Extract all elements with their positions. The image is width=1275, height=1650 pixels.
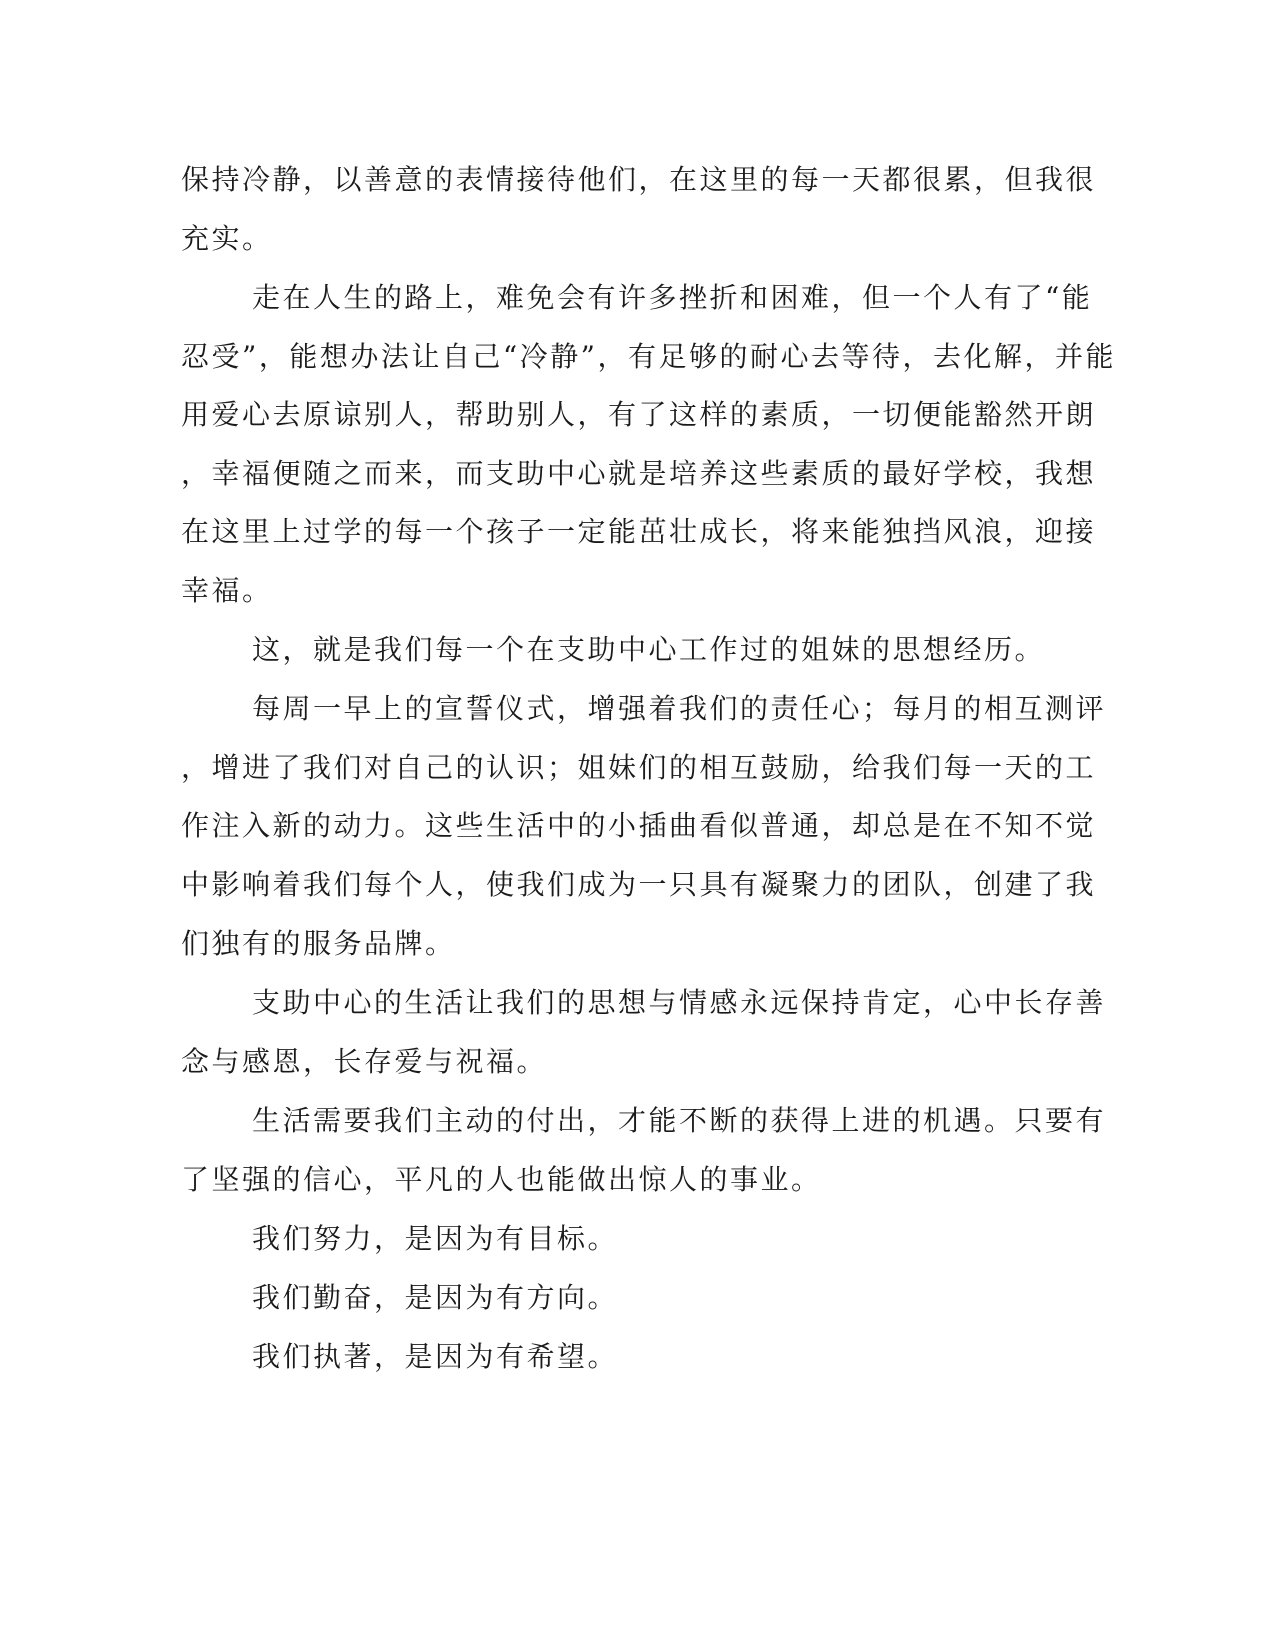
text-line: 这，就是我们每一个在支助中心工作过的姐妹的思想经历。 xyxy=(252,633,1046,666)
text-line: 每周一早上的宣誓仪式，增强着我们的责任心；每月的相互测评 xyxy=(252,692,1107,725)
text-line: ，增进了我们对自己的认识；姐妹们的相互鼓励，给我们每一天的工 xyxy=(181,751,1097,784)
text-line: 了坚强的信心，平凡的人也能做出惊人的事业。 xyxy=(181,1163,822,1196)
text-line: 我们努力，是因为有目标。 xyxy=(252,1222,619,1255)
text-line: 走在人生的路上，难免会有许多挫折和困难，但一个人有了“能 xyxy=(252,281,1093,314)
text-line: 支助中心的生活让我们的思想与情感永远保持肯定，心中长存善 xyxy=(252,986,1107,1019)
text-line: 念与感恩，长存爱与祝福。 xyxy=(181,1045,548,1078)
text-line: 用爱心去原谅别人，帮助别人，有了这样的素质，一切便能豁然开朗 xyxy=(181,398,1097,431)
text-line: 忍受”，能想办法让自己“冷静”，有足够的耐心去等待，去化解，并能 xyxy=(181,340,1116,373)
text-line: 保持冷静，以善意的表情接待他们，在这里的每一天都很累，但我很 xyxy=(181,163,1097,196)
text-line: ，幸福便随之而来，而支助中心就是培养这些素质的最好学校，我想 xyxy=(181,457,1097,490)
text-line: 中影响着我们每个人，使我们成为一只具有凝聚力的团队，创建了我 xyxy=(181,868,1097,901)
text-line: 们独有的服务品牌。 xyxy=(181,927,456,960)
text-line: 幸福。 xyxy=(181,574,273,607)
text-line: 我们执著，是因为有希望。 xyxy=(252,1340,619,1373)
text-line: 生活需要我们主动的付出，才能不断的获得上进的机遇。只要有 xyxy=(252,1104,1107,1137)
text-line: 作注入新的动力。这些生活中的小插曲看似普通，却总是在不知不觉 xyxy=(181,809,1097,842)
text-line: 我们勤奋，是因为有方向。 xyxy=(252,1281,619,1314)
text-line: 在这里上过学的每一个孩子一定能茁壮成长，将来能独挡风浪，迎接 xyxy=(181,515,1097,548)
text-line: 充实。 xyxy=(181,222,273,255)
